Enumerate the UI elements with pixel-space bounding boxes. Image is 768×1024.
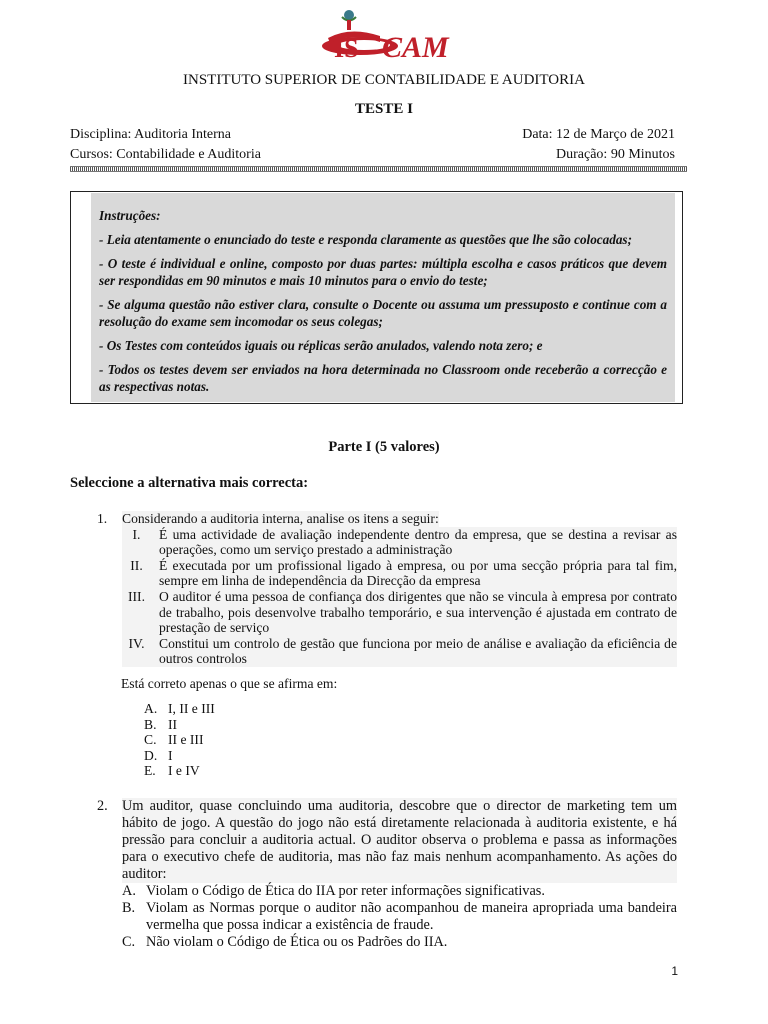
statement-list [122,527,677,667]
section-instruction: Seleccione a alternativa mais correcta: [70,475,309,491]
roman-numeral: I. [132,526,141,542]
statement-item [122,527,677,558]
statement-text: É executada por um profissional ligado à empresa, ou por uma secção própria para tal fim, sempre em linha de independência da Direcção da empresa [159,557,677,589]
institute-name: INSTITUTO SUPERIOR DE CONTABILIDADE E AUDITORIA [183,72,585,88]
option-letter: E. [144,763,156,779]
answer-option[interactable] [144,701,215,717]
question-1 [97,511,677,667]
date-label: Data: 12 de Março de 2021 [522,127,675,142]
question-2 [97,798,677,951]
question-text: Um auditor, quase concluindo uma auditoria, descobre que o director de marketing tem um hábito de jogo. A questão do jogo não está diretamente relacionada à auditoria existente, e há pressão para concluir a auditoria actual. O auditor observa o problema e passa as informações para o executivo chefe de auditoria, mas não faz mais nenhum acompanhamento. As ações do auditor: [122,798,677,882]
option-text: I, II e III [168,701,215,716]
part-title: Parte I (5 valores) [328,439,440,455]
statement-text: O auditor é uma pessoa de confiança dos dirigentes que não se vincula à empresa por contrato de trabalho, pois desenvolve trabalho temporário, e sua intervenção é ajustada em contrato de prestação de serviço [159,588,677,636]
test-title: TESTE I [355,101,413,117]
answer-option[interactable] [144,717,215,733]
answer-options [144,701,215,779]
answer-option[interactable] [122,900,677,934]
option-letter: B. [144,716,157,732]
answer-option[interactable] [144,748,215,764]
answer-option[interactable] [144,732,215,748]
courses-label: Cursos: Contabilidade e Auditoria [70,147,261,162]
option-letter: A. [122,883,136,899]
instruction-item: - Os Testes com conteúdos iguais ou réplicas serão anulados, valendo nota zero; e [99,338,543,353]
answer-option[interactable] [144,763,215,779]
option-text: I e IV [168,763,200,779]
instructions-box [70,191,683,404]
svg-text:CAM: CAM [382,31,449,62]
statement-item [122,558,677,589]
option-text: Violam as Normas porque o auditor não acompanhou de maneira apropriada uma bandeira vermelha que possa indicar a existência de fraude. [146,900,677,933]
discipline-label: Disciplina: Auditoria Interna [70,127,231,142]
statement-item [122,589,677,636]
question-number: 2. [97,798,108,814]
instruction-item: - O teste é individual e online, composto por duas partes: múltipla escolha e casos práticos que devem ser respondidas em 90 minutos e mais 10 minutos para o envio do teste; [99,256,667,288]
option-letter: C. [144,732,157,748]
option-text: II [168,716,178,732]
option-text: II e III [168,732,204,748]
option-text: Violam o Código de Ética do IIA por reter informações significativas. [146,883,545,899]
statement-text: Constitui um controlo de gestão que funciona por meio de análise e avaliação da eficiência de outros controlos [159,635,677,667]
duration-label: Duração: 90 Minutos [556,147,675,162]
option-text: I [168,747,173,763]
svg-text:IS: IS [334,34,359,62]
question-stem: Está correto apenas o que se afirma em: [121,676,338,691]
statement-text: É uma actividade de avaliação independente dentro da empresa, que se destina a revisar as operações, como um serviço prestado a administração [159,526,677,558]
option-letter: D. [144,747,158,763]
option-letter: A. [144,701,158,716]
statement-item [122,636,677,667]
question-text: Considerando a auditoria interna, analise os itens a seguir: [122,511,439,526]
institution-logo [320,8,474,62]
instruction-item: - Se alguma questão não estiver clara, consulte o Docente ou assuma um pressuposto e continue com a resolução do exame sem incomodar os seus colegas; [99,297,667,329]
instructions-panel [91,193,675,402]
page-number: 1 [671,964,678,978]
option-letter: B. [122,900,136,916]
header-divider [70,166,687,172]
answer-option[interactable] [122,883,677,900]
answer-option[interactable] [122,934,677,951]
question-number: 1. [97,511,108,526]
roman-numeral: IV. [128,635,145,651]
instruction-item: - Todos os testes devem ser enviados na hora determinada no Classroom onde receberão a correcção e as respectivas notas. [99,362,667,394]
instructions-title: Instruções: [99,208,161,223]
instruction-item: - Leia atentamente o enunciado do teste e responda claramente as questões que lhe são colocadas; [99,232,632,247]
option-text: Não violam o Código de Ética ou os Padrões do IIA. [146,934,448,950]
roman-numeral: II. [130,557,143,573]
roman-numeral: III. [128,588,145,604]
option-letter: C. [122,934,136,950]
